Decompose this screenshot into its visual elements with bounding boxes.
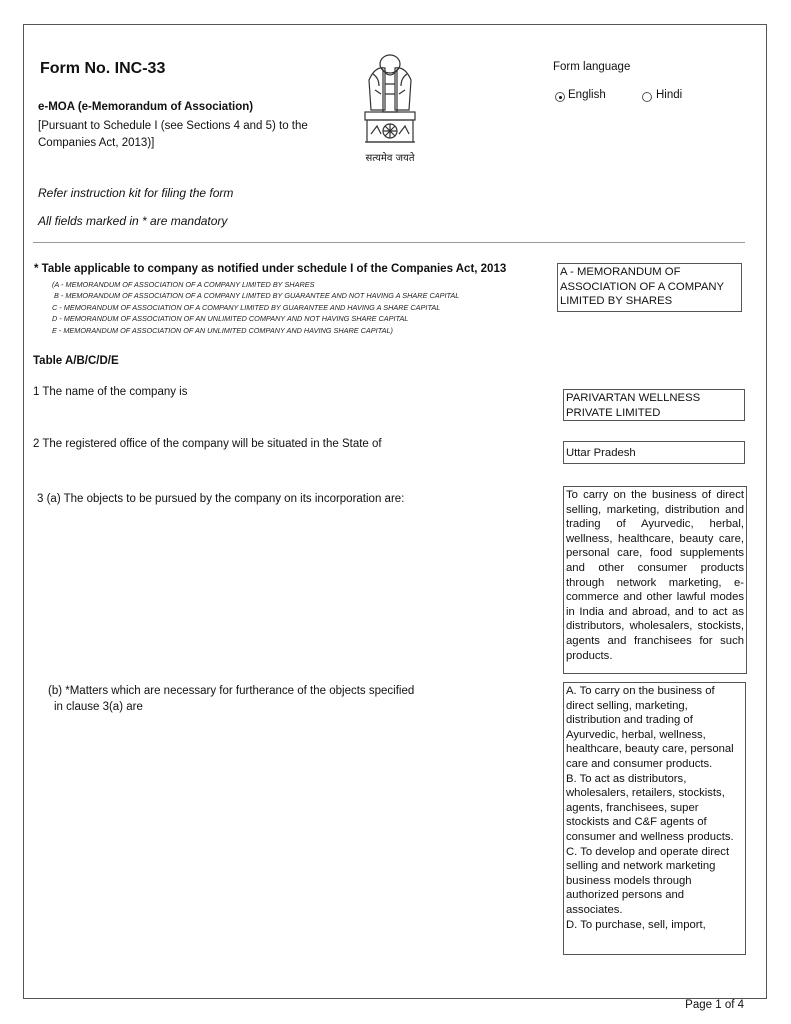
section-heading: Table A/B/C/D/E [33,355,119,367]
english-label: English [568,89,606,101]
objects-label: 3 (a) The objects to be pursued by the company on its incorporation are: [37,493,405,505]
divider [33,242,745,243]
matters-field[interactable]: A. To carry on the business of direct selling, marketing, distribution and trading of Ayurvedic, herbal, wellness, healthcare, beauty care, personal care and consumer products. B. To act as distributors, wholesalers, retailers, stockists, agents, franchisees, super stockists and C&F agents of consumer and wellness products. C. To develop and operate direct selling and network marketing business models through authorized persons and associates. D. To purchase, sell, import, [563,682,746,955]
language-radio-english[interactable] [555,90,635,104]
pursuant-text: [Pursuant to Schedule I (see Sections 4 and 5) to the Companies Act, 2013)] [38,120,308,149]
table-option-e: E - MEMORANDUM OF ASSOCIATION OF AN UNLIMITED COMPANY AND HAVING SHARE CAPITAL) [52,325,393,335]
language-radio-hindi[interactable] [642,90,702,104]
matters-label-line1: (b) *Matters which are necessary for furtherance of the objects specified [48,685,415,697]
matters-label-line2: in clause 3(a) are [54,701,143,713]
instruction-kit-note: Refer instruction kit for filing the form [38,186,234,200]
table-option-d: D - MEMORANDUM OF ASSOCIATION OF AN UNLIMITED COMPANY AND NOT HAVING SHARE CAPITAL [52,314,409,324]
company-name-label: 1 The name of the company is [33,386,188,398]
radio-unselected-icon[interactable] [642,92,652,102]
table-options-list [52,279,459,336]
registered-office-label: 2 The registered office of the company will be situated in the State of [33,438,382,450]
table-applicable-question: * Table applicable to company as notified under schedule I of the Companies Act, 2013 [34,263,507,275]
form-subtitle: e-MOA (e-Memorandum of Association) [38,101,254,113]
company-name-field[interactable]: PARIVARTAN WELLNESS PRIVATE LIMITED [563,389,745,421]
table-option-c: C - MEMORANDUM OF ASSOCIATION OF A COMPANY LIMITED BY GUARANTEE AND HAVING A SHARE CAPITAL [52,302,441,312]
mandatory-note: All fields marked in * are mandatory [38,214,228,228]
radio-selected-icon[interactable] [555,92,565,102]
hindi-label: Hindi [656,89,683,101]
table-option-a: (A - MEMORANDUM OF ASSOCIATION OF A COMPANY LIMITED BY SHARES [52,280,315,289]
table-option-b: B - MEMORANDUM OF ASSOCIATION OF A COMPANY LIMITED BY GUARANTEE AND NOT HAVING A SHARE CAPITAL [52,291,460,301]
page-number: Page 1 of 4 [685,999,744,1011]
objects-field[interactable]: To carry on the business of direct selling, marketing, distribution and trading of Ayurvedic, herbal, wellness, healthcare, beauty care, personal care, food supplements and other consumer products through network marketing, e-commerce and other lawful modes in India and abroad, and to act as distributors, wholesalers, stockists, agents and franchisees for such products. [563,486,747,674]
form-language-label: Form language [553,61,631,73]
emblem-motto: सत्यमेव जयते [365,153,415,164]
registered-office-state-field[interactable]: Uttar Pradesh [563,441,745,464]
national-emblem [355,50,425,168]
form-number: Form No. INC-33 [40,60,166,77]
table-applicable-field[interactable]: A - MEMORANDUM OF ASSOCIATION OF A COMPANY LIMITED BY SHARES [557,263,742,312]
